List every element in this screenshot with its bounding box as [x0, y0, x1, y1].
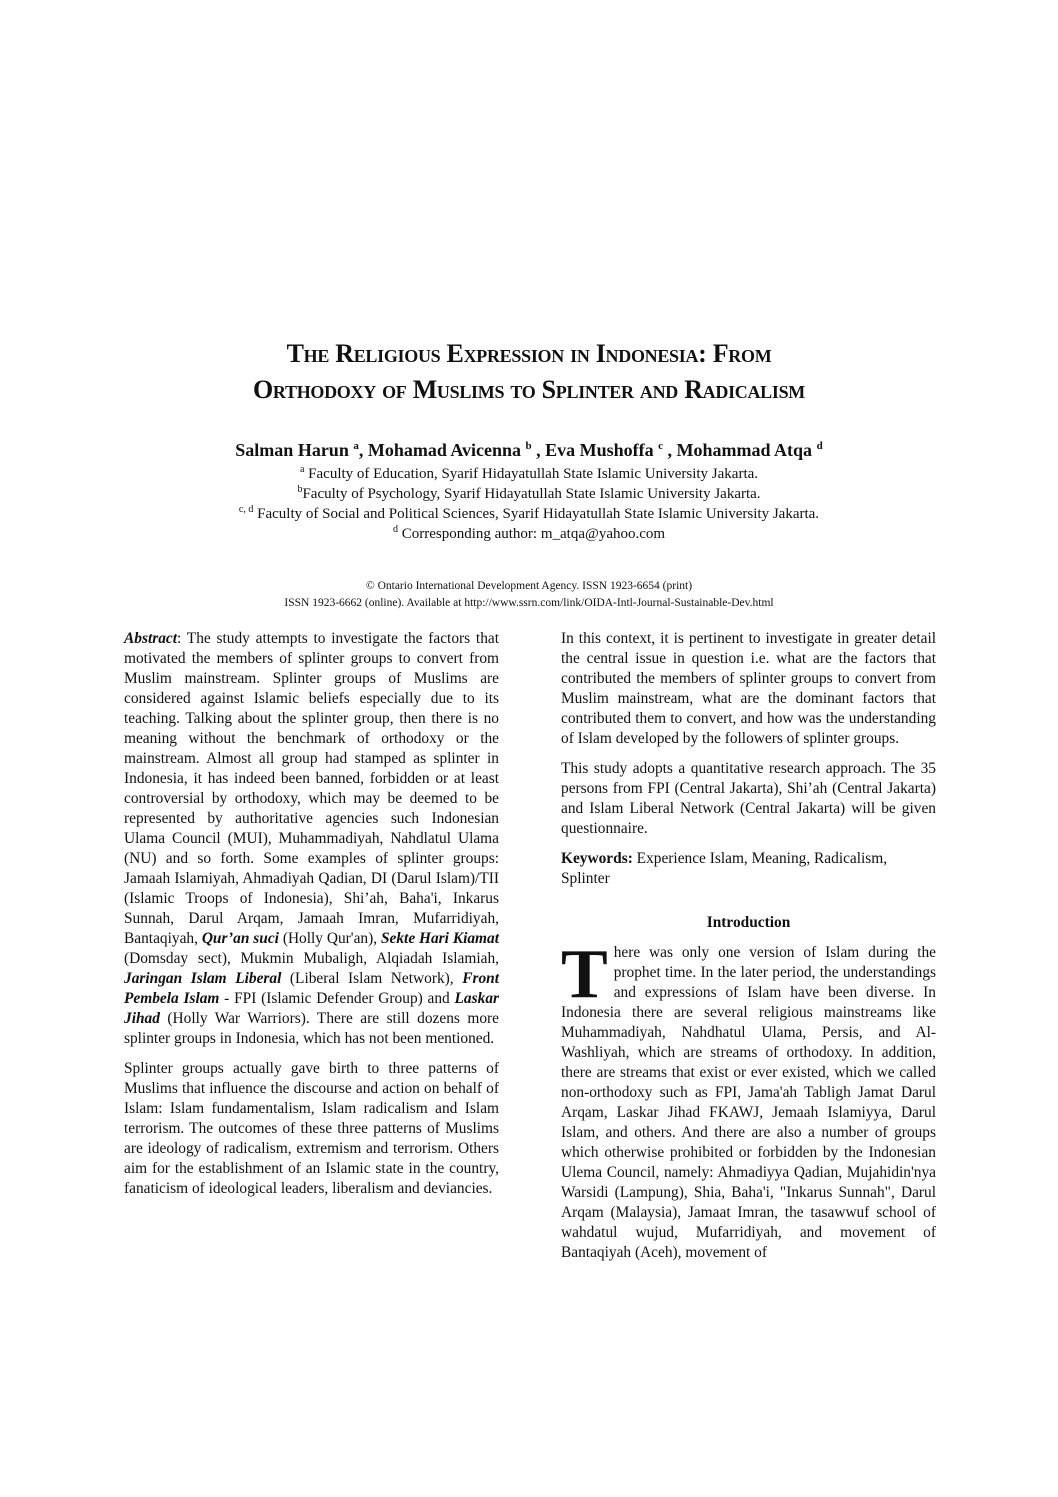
affiliation: $^a$ Faculty of Education, Syarif Hidayatullah State Islamic University Jakarta.: [299, 464, 759, 482]
right-column: [561, 629, 936, 1273]
abstract-paragraph: Abstract: The study attempts to investigate the factors that motivated the members of splinter groups to convert from Muslim mainstream. Splinter groups of Muslims are considered against Islamic beliefs especially due to its teaching. Talking about the splinter group, then there is no meaning without the benchmark of orthodoxy or the mainstream. Almost all group had stamped as splinter in Indonesia, it has indeed been banned, forbidden or at least controversial by orthodoxy, which may be deemed to be represented by authoritative agencies such Indonesian Ulama Council (MUI), Muhammadiyah, Nahdlatul Ulama (NU) and so forth. Some examples of splinter groups: Jamaah Islamiyah, Ahmadiyah Qadian, DI (Darul Islam)/TII (Islamic Troops of Indonesia), Shi’ah, Baha'i, Inkarus Sunnah, Darul Arqam, Jamaah Imran, Mufarridiyah, Bantaqiyah, Qur’an suci (Holly Qur'an), Sekte Hari Kiamat (Domsday sect), Mukmin Mubaligh, Alqiadah Islamiah, Jaringan Islam Liberal (Liberal Islam Network), Front Pembela Islam - FPI (Islamic Defender Group) and Laskar Jihad (Holly War Warriors). There are still dozens more splinter groups in Indonesia, which has not been mentioned.: [124, 630, 499, 1047]
paper-title: [0, 336, 1058, 408]
author-name: Salman Harun: [235, 440, 349, 460]
keywords: Keywords: Experience Islam, Meaning, Radicalism, Splinter: [561, 850, 888, 887]
issn-line-1: © Ontario International Development Agency. ISSN 1923-6654 (print): [365, 580, 693, 592]
left-column: [124, 629, 499, 1209]
section-heading-introduction: Introduction: [706, 914, 791, 931]
abstract-label: Abstract: [124, 630, 178, 647]
keywords-label: Keywords:: [561, 850, 633, 867]
author-name: Mohammad Atqa: [676, 440, 813, 460]
abstract-paragraph: This study adopts a quantitative research approach. The 35 persons from FPI (Central Jakarta), Shi’ah (Central Jakarta) and Islam Liberal Network (Central Jakarta) will be given questionnaire.: [561, 760, 936, 837]
author-name: Eva Mushoffa: [545, 440, 654, 460]
author-name: Mohamad Avicenna: [367, 440, 522, 460]
abstract-paragraph: In this context, it is pertinent to investigate in greater detail the central issue in question i.e. what are the factors that contributed the members of splinter groups to convert from Muslim mainstream, what are the dominant factors that contributed them to convert, and how was the understanding of Islam developed by the followers of splinter groups.: [561, 630, 936, 747]
drop-cap: T: [561, 936, 608, 1013]
author-list: Salman Harun $^a$, Mohamad Avicenna $^b$ , Eva Mushoffa $^c$ , Mohammad Atqa $^d$: [235, 440, 823, 460]
title-line-2: Orthodoxy of Muslims to Splinter and Radicalism: [253, 375, 805, 404]
affiliation: $^b$Faculty of Psychology, Syarif Hidayatullah State Islamic University Jakarta.: [297, 484, 761, 502]
corresponding-author: $^d$ Corresponding author: m_atqa@yahoo.com: [392, 524, 666, 542]
issn-line-2: ISSN 1923-6662 (online). Available at http://www.ssrn.com/link/OIDA-Intl-Journal-Sustainable-Dev.html: [284, 597, 774, 609]
abstract-paragraph: Splinter groups actually gave birth to three patterns of Muslims that influence the discourse and action on behalf of Islam: Islam fundamentalism, Islam radicalism and Islam terrorism. The outcomes of these three patterns of Muslims are ideology of radicalism, extremism and terrorism. Others aim for the establishment of an Islamic state in the country, fanaticism of ideological leaders, liberalism and deviancies.: [124, 1060, 499, 1197]
affiliation: $^{c, d}$ Faculty of Social and Political Sciences, Syarif Hidayatullah State Islamic University Jakarta.: [238, 504, 820, 522]
introduction-paragraph: There was only one version of Islam during the prophet time. In the later period, the understandings and expressions of Islam have been diverse. In Indonesia there are several religious mainstreams like Muhammadiyah, Nahdhatul Ulama, Persis, and Al-Washliyah, which are streams of orthodoxy. In addition, there are streams that exist or ever existed, which we called non-orthodoxy such as FPI, Jama'ah Tabligh Jamat Darul Arqam, Laskar Jihad FKAWJ, Jemaah Islamiyya, Darul Islam, and others. And there are also a number of groups which otherwise prohibited or forbidden by the Indonesian Ulema Council, namely: Ahmadiyya Qadian, Mujahidin'nya Warsidi (Lampung), Shia, Baha'i, "Inkarus Sunnah", Darul Arqam (Malaysia), Jamaat Imran, the tasawwuf school of wahdatul wujud, Mufarridiyah, and movement of Bantaqiyah (Aceh), movement of: [561, 936, 936, 1261]
title-line-1: The Religious Expression in Indonesia: From: [286, 339, 772, 368]
